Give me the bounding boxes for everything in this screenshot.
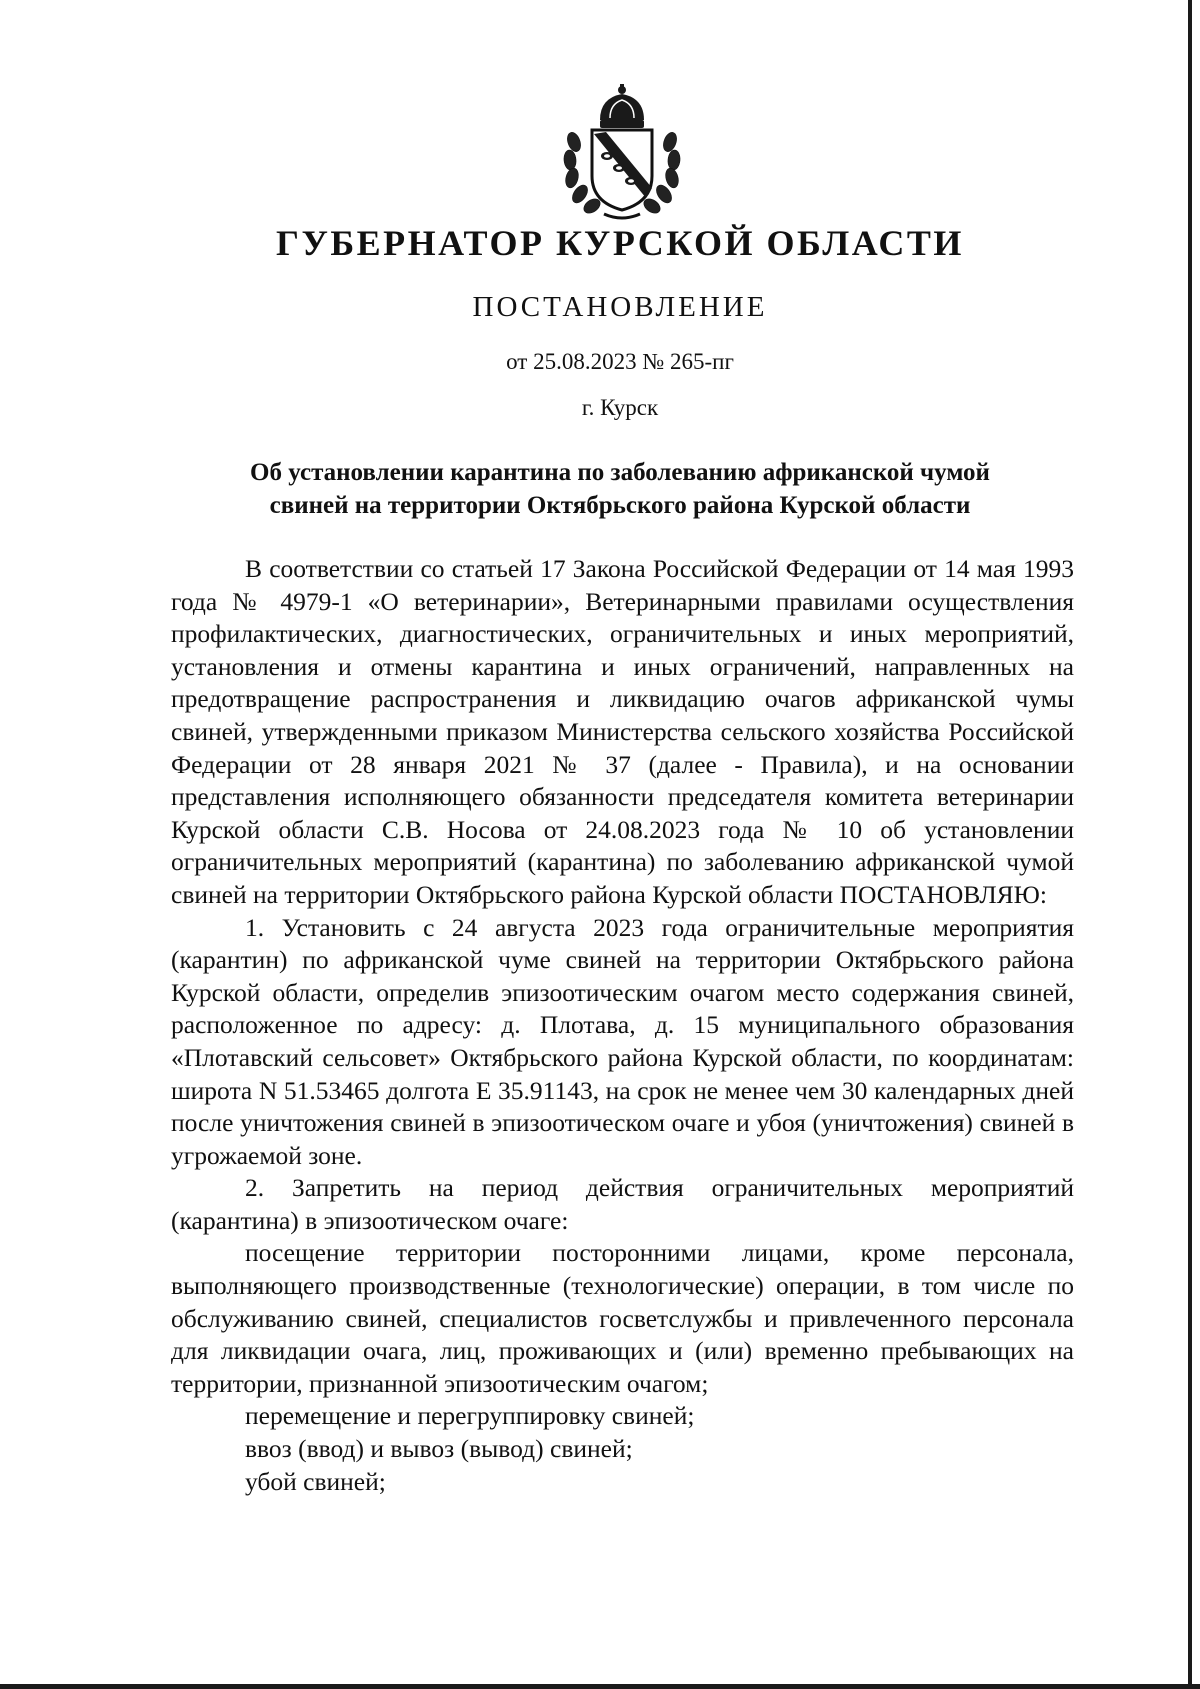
scan-edge-right [1188, 0, 1192, 1689]
kursk-coat-of-arms-icon [560, 84, 684, 224]
document-title-line: свиней на территории Октябрьского района Курской области [269, 492, 971, 519]
document-place: г. Курск [581, 395, 659, 420]
document-title-line: Об установлении карантина по заболеванию африканской чумой [250, 459, 990, 486]
scan-edge-bottom [0, 1684, 1200, 1689]
document-title [180, 456, 1060, 522]
item-1-paragraph: 1. Установить с 24 августа 2023 года ограничительные мероприятия (карантин) по африканской чуме свиней на территории Октябрьского района Курской области, определив эпизоотическим очагом место содержания свиней, расположенное по адресу: д. Плотава, д. 15 муниципального образования «Плотавский сельсовет» Октябрьского района Курской области, по координатам: широта N 51.53465 долгота E 35.91143, на срок не менее чем 30 календарных дней после уничтожения свиней в эпизоотическом очаге и убоя (уничтожения) свиней в угрожаемой зоне. [171, 912, 1074, 1170]
item-2-paragraph: 2. Запретить на период действия ограничительных мероприятий (карантина) в эпизоотическом очаге: [171, 1173, 1074, 1235]
item-2-sub-paragraph: ввоз (ввод) и вывоз (вывод) свиней; [245, 1434, 633, 1464]
document-date-number: от 25.08.2023 № 265-пг [506, 349, 734, 374]
document-body [171, 553, 1074, 1498]
preamble-paragraph: В соответствии со статьей 17 Закона Российской Федерации от 14 мая 1993 года № 4979-1 «О ветеринарии», Ветеринарными правилами осуществления профилактических, диагностических, ограничительных и иных мероприятий, установления и отмены карантина и иных ограничений, направленных на предотвращение распространения и ликвидацию очагов африканской чумы свиней, утвержденными приказом Министерства сельского хозяйства Российской Федерации от 28 января 2021 № 37 (далее - Правила), и на основании представления исполняющего обязанности председателя комитета ветеринарии Курской области С.В. Носова от 24.08.2023 года № 10 об установлении ограничительных мероприятий (карантина) по заболеванию африканской чумой свиней на территории Октябрьского района Курской области ПОСТАНОВЛЯЮ: [171, 554, 1074, 909]
item-2-sub-paragraph: убой свиней; [245, 1466, 386, 1496]
item-2-sub-paragraph: перемещение и перегруппировку свиней; [245, 1401, 695, 1431]
issuing-authority: ГУБЕРНАТОР КУРСКОЙ ОБЛАСТИ [276, 223, 964, 263]
item-2-sub-paragraph: посещение территории посторонними лицами, кроме персонала, выполняющего производственные (технологические) операции, в том числе по обслуживанию свиней, специалистов госветслужбы и привлеченного персонала для ликвидации очага, лиц, проживающих и (или) временно пребывающих на территории, признанной эпизоотическим очагом; [171, 1238, 1074, 1398]
document-type: ПОСТАНОВЛЕНИЕ [472, 291, 768, 323]
